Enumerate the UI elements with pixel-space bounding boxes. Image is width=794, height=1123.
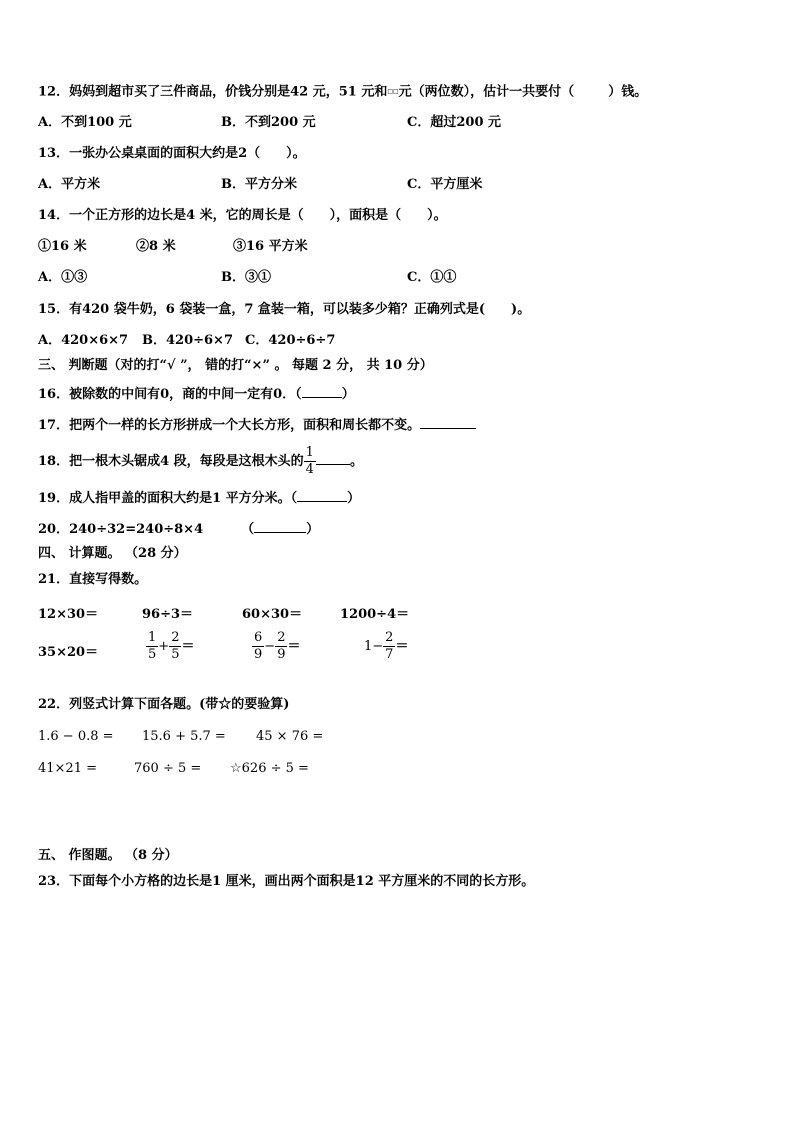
q22-item-5: 760 ÷ 5 =	[134, 761, 202, 776]
q18-answer-blank[interactable]	[316, 452, 350, 465]
numerator: 2	[277, 630, 286, 645]
q14-option-a[interactable]: A．①③	[38, 270, 88, 285]
denominator: 7	[385, 647, 394, 662]
q21-item-1: 12×30＝	[38, 607, 99, 622]
q12-option-c[interactable]: C．超过200 元	[407, 115, 502, 130]
q20-answer-blank[interactable]	[254, 520, 306, 533]
denominator: 9	[277, 647, 286, 662]
q21-item-6	[146, 627, 194, 667]
q12-text-a: 12．妈妈到超市买了三件商品，价钱分别是42 元，51 元和	[38, 84, 388, 100]
question-23: 23．下面每个小方格的边长是1 厘米，画出两个面积是12 平方厘米的不同的长方形。	[38, 874, 535, 889]
fraction	[275, 631, 287, 662]
question-18	[38, 443, 363, 481]
q18-numerator: 1	[305, 445, 314, 460]
q20-end: ）	[306, 522, 320, 537]
fraction	[169, 631, 181, 662]
q21-item-7	[252, 627, 300, 667]
q18-denominator: 4	[305, 462, 314, 477]
q12-squares: □□	[387, 88, 399, 95]
q21-item-5: 35×20＝	[38, 645, 99, 660]
q12-option-b[interactable]: B．不到200 元	[221, 115, 316, 130]
question-15: 15．有420 袋牛奶，6 袋装一盒，7 盒装一箱，可以装多少箱？正确列式是( )。	[38, 302, 531, 317]
numerator: 2	[171, 630, 180, 645]
q15-option-c[interactable]: C．420÷6÷7	[245, 333, 336, 348]
fraction	[146, 631, 158, 662]
question-19	[38, 489, 360, 507]
q14-option-c[interactable]: C．①①	[407, 270, 457, 285]
q17-answer-blank[interactable]	[420, 416, 476, 429]
q16-text: 16．被除数的中间有0，商的中间一定有0．（	[38, 387, 302, 402]
q16-end: ）	[341, 387, 355, 402]
numerator: 2	[385, 630, 394, 645]
q20-open: （	[241, 522, 255, 537]
q14-option-b[interactable]: B．③①	[221, 270, 271, 285]
denominator: 5	[171, 647, 180, 662]
question-17	[38, 416, 476, 434]
fraction	[252, 631, 264, 662]
equals: ＝	[287, 639, 301, 654]
question-16	[38, 385, 355, 403]
q22-item-1: 1.6 − 0.8 =	[38, 729, 114, 744]
operator: +	[158, 639, 170, 654]
q13-option-a[interactable]: A．平方米	[38, 177, 101, 192]
q19-answer-blank[interactable]	[297, 489, 347, 502]
lead-term: 1−	[364, 639, 384, 654]
q15-option-b[interactable]: B．420÷6×7	[142, 333, 234, 348]
q14-choice-3: ③16 平方米	[233, 239, 308, 254]
numerator: 1	[148, 630, 157, 645]
question-20	[38, 520, 319, 538]
section-3-heading: 三、 判断题（对的打“√ ”， 错的打“×” 。 每题 2 分， 共 10 分）	[38, 358, 433, 373]
q22-item-2: 15.6 + 5.7 =	[142, 729, 226, 744]
q14-choice-1: ①16 米	[38, 239, 87, 254]
equals: ＝	[181, 639, 195, 654]
q17-text: 17．把两个一样的长方形拼成一个大长方形，面积和周长都不变。	[38, 418, 421, 433]
q22-item-4: 41×21 =	[38, 761, 98, 776]
question-13: 13．一张办公桌桌面的面积大约是2（ ）。	[38, 146, 306, 161]
q14-choice-2: ②8 米	[136, 239, 176, 254]
question-14: 14．一个正方形的边长是4 米，它的周长是（ ），面积是（ ）。	[38, 208, 447, 223]
q12-option-a[interactable]: A．不到100 元	[38, 115, 132, 130]
q18-fraction	[304, 446, 316, 477]
q15-option-a[interactable]: A．420×6×7	[38, 333, 129, 348]
question-21: 21．直接写得数。	[38, 572, 148, 587]
q21-item-3: 60×30＝	[242, 607, 303, 622]
question-12	[38, 84, 647, 101]
q12-text-b: 元（两位数），估计一共要付（	[398, 84, 575, 100]
operator: −	[264, 639, 276, 654]
q13-option-b[interactable]: B．平方分米	[221, 177, 297, 192]
denominator: 5	[148, 647, 157, 662]
q21-item-2: 96÷3＝	[142, 607, 194, 622]
numerator: 6	[254, 630, 263, 645]
equals: ＝	[395, 639, 409, 654]
section-4-heading: 四、 计算题。 （28 分）	[38, 546, 187, 561]
q18-text: 18．把一根木头锯成4 段，每段是这根木头的	[38, 454, 304, 469]
section-5-heading: 五、 作图题。 （8 分）	[38, 848, 178, 863]
q22-item-3: 45 × 76 =	[256, 729, 324, 744]
q16-answer-blank[interactable]	[302, 385, 342, 398]
denominator: 9	[254, 647, 263, 662]
q22-item-6: ☆626 ÷ 5 =	[230, 761, 309, 776]
q19-end: ）	[347, 491, 361, 506]
q12-text-c: ）钱。	[608, 84, 648, 100]
q21-item-8	[364, 627, 408, 667]
q21-item-4: 1200÷4＝	[340, 607, 410, 622]
q20-text: 20．240÷32=240÷8×4	[38, 522, 204, 537]
q18-end: 。	[349, 454, 363, 469]
fraction	[383, 631, 395, 662]
q19-text: 19．成人指甲盖的面积大约是1 平方分米。（	[38, 491, 298, 506]
question-22: 22．列竖式计算下面各题。(带☆的要验算)	[38, 697, 290, 712]
q13-option-c[interactable]: C．平方厘米	[407, 177, 483, 192]
